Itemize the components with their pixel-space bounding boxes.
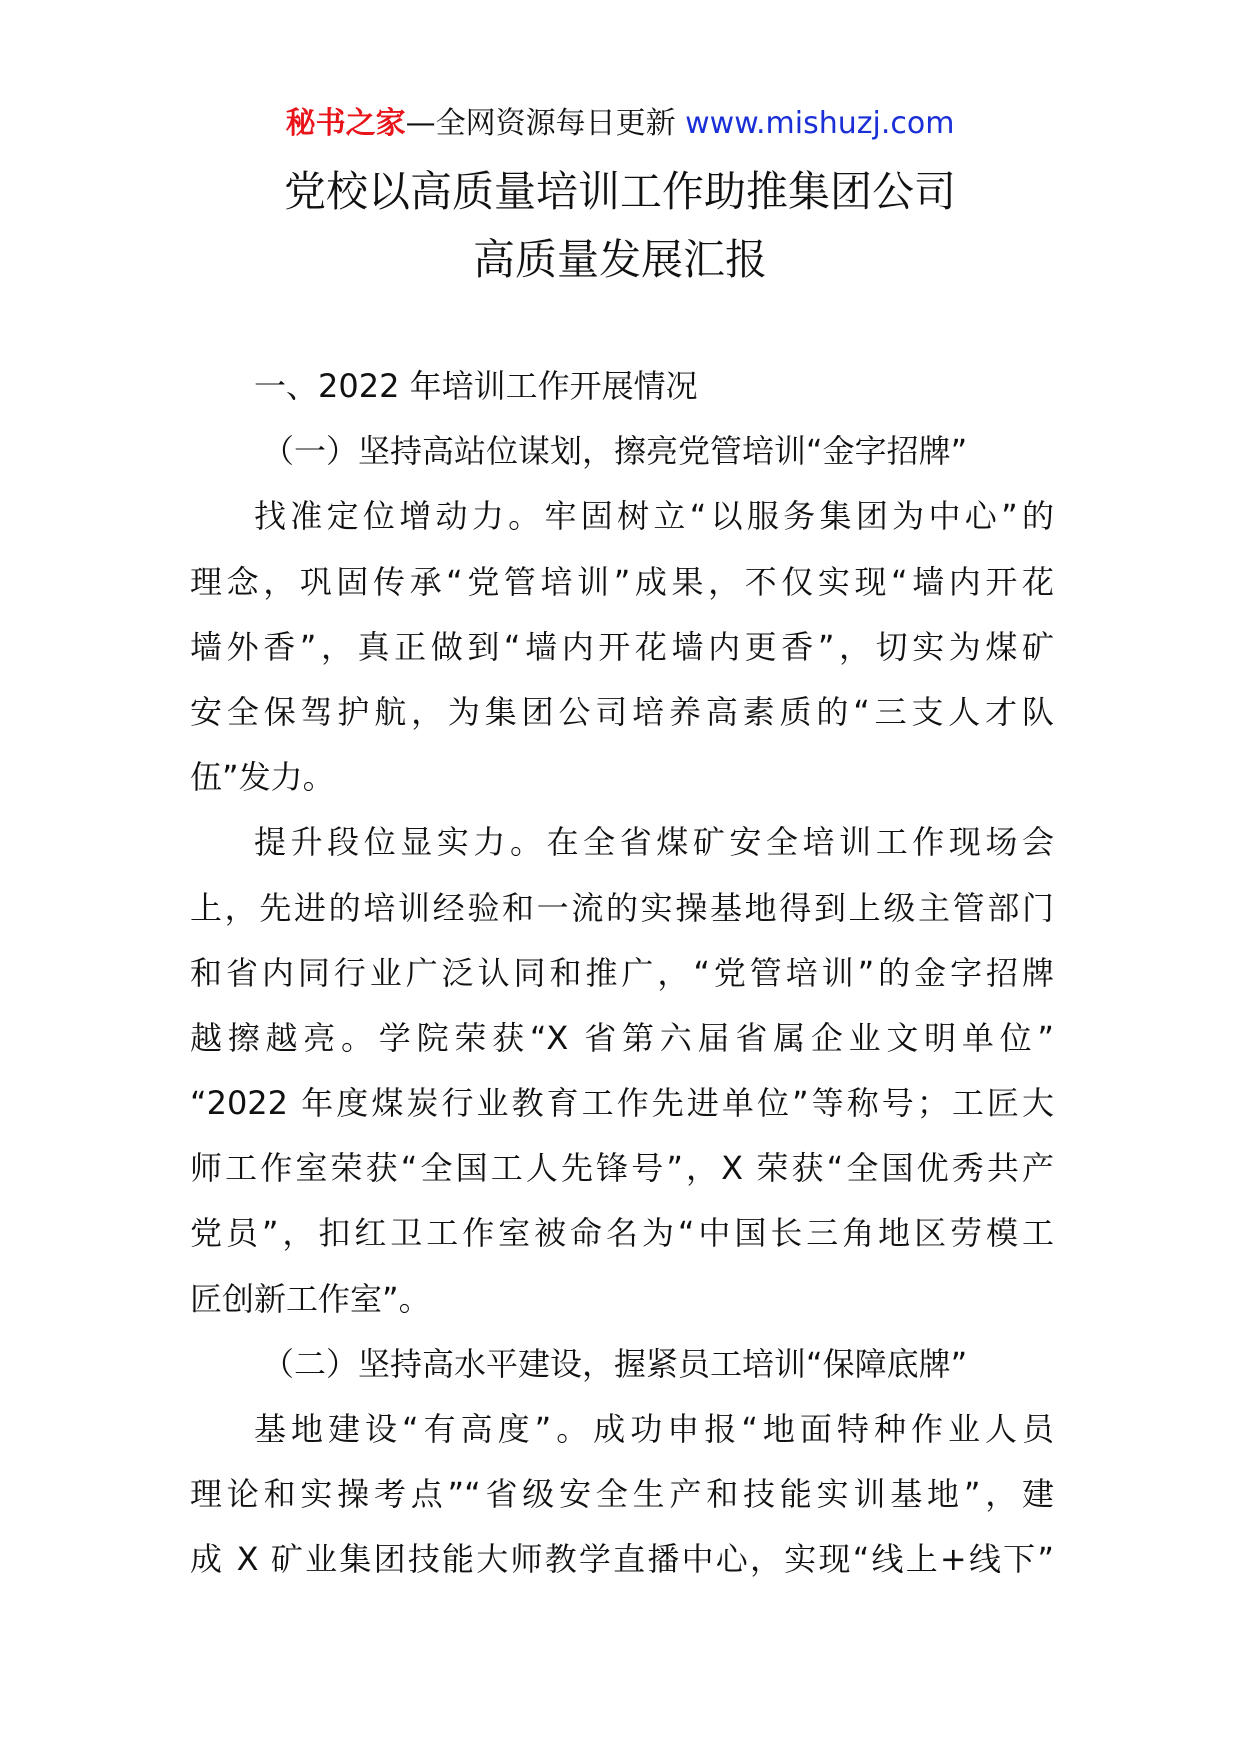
- paragraph-line: 安全保驾护航，为集团公司培养高素质的“三支人才队: [190, 692, 1054, 731]
- banner-slogan: —全网资源每日更新: [405, 106, 676, 141]
- document-title-line-1: 党校以高质量培训工作助推集团公司: [283, 167, 956, 216]
- paragraph-line: 越擦越亮。学院荣获“X 省第六届省属企业文明单位”: [190, 1018, 1054, 1057]
- paragraph-line: 理论和实操考点”“省级安全生产和技能实训基地”，建: [190, 1475, 1054, 1514]
- paragraph-line: 理念，巩固传承“党管培训”成果，不仅实现“墙内开花: [190, 562, 1054, 601]
- paragraph-line: 伍”发力。: [190, 758, 335, 797]
- paragraph-line: “2022 年度煤炭行业教育工作先进单位”等称号；工匠大: [190, 1084, 1054, 1123]
- subsection-heading-1: （一）坚持高站位谋划，擦亮党管培训“金字招牌”: [262, 432, 968, 471]
- site-banner: [0, 104, 1240, 144]
- paragraph-line: 墙外香”，真正做到“墙内开花墙内更香”，切实为煤矿: [190, 627, 1054, 666]
- subsection-heading-2: （二）坚持高水平建设，握紧员工培训“保障底牌”: [262, 1344, 968, 1383]
- paragraph-line: 匠创新工作室”。: [190, 1279, 431, 1318]
- paragraph-line: 提升段位显实力。在全省煤矿安全培训工作现场会: [254, 823, 1054, 862]
- document-title-line-2: 高质量发展汇报: [472, 235, 767, 284]
- paragraph-line: 师工作室荣获“全国工人先锋号”，X 荣获“全国优秀共产: [190, 1149, 1054, 1188]
- banner-site-link[interactable]: www.mishuzj.com: [685, 106, 955, 141]
- paragraph-line: 党员”，扣红卫工作室被命名为“中国长三角地区劳模工: [190, 1214, 1054, 1253]
- paragraph-line: 找准定位增动力。牢固树立“以服务集团为中心”的: [254, 497, 1054, 536]
- paragraph-line: 上，先进的培训经验和一流的实操基地得到上级主管部门: [190, 888, 1054, 927]
- paragraph-line: 基地建设“有高度”。成功申报“地面特种作业人员: [254, 1410, 1054, 1448]
- paragraph-line: 和省内同行业广泛认同和推广，“党管培训”的金字招牌: [190, 953, 1054, 992]
- section-heading-1: 一、2022 年培训工作开展情况: [254, 367, 698, 405]
- paragraph-line: 成 X 矿业集团技能大师教学直播中心，实现“线上+线下”: [190, 1540, 1054, 1579]
- document-body: [190, 354, 1054, 1593]
- banner-brand: 秘书之家: [285, 106, 406, 141]
